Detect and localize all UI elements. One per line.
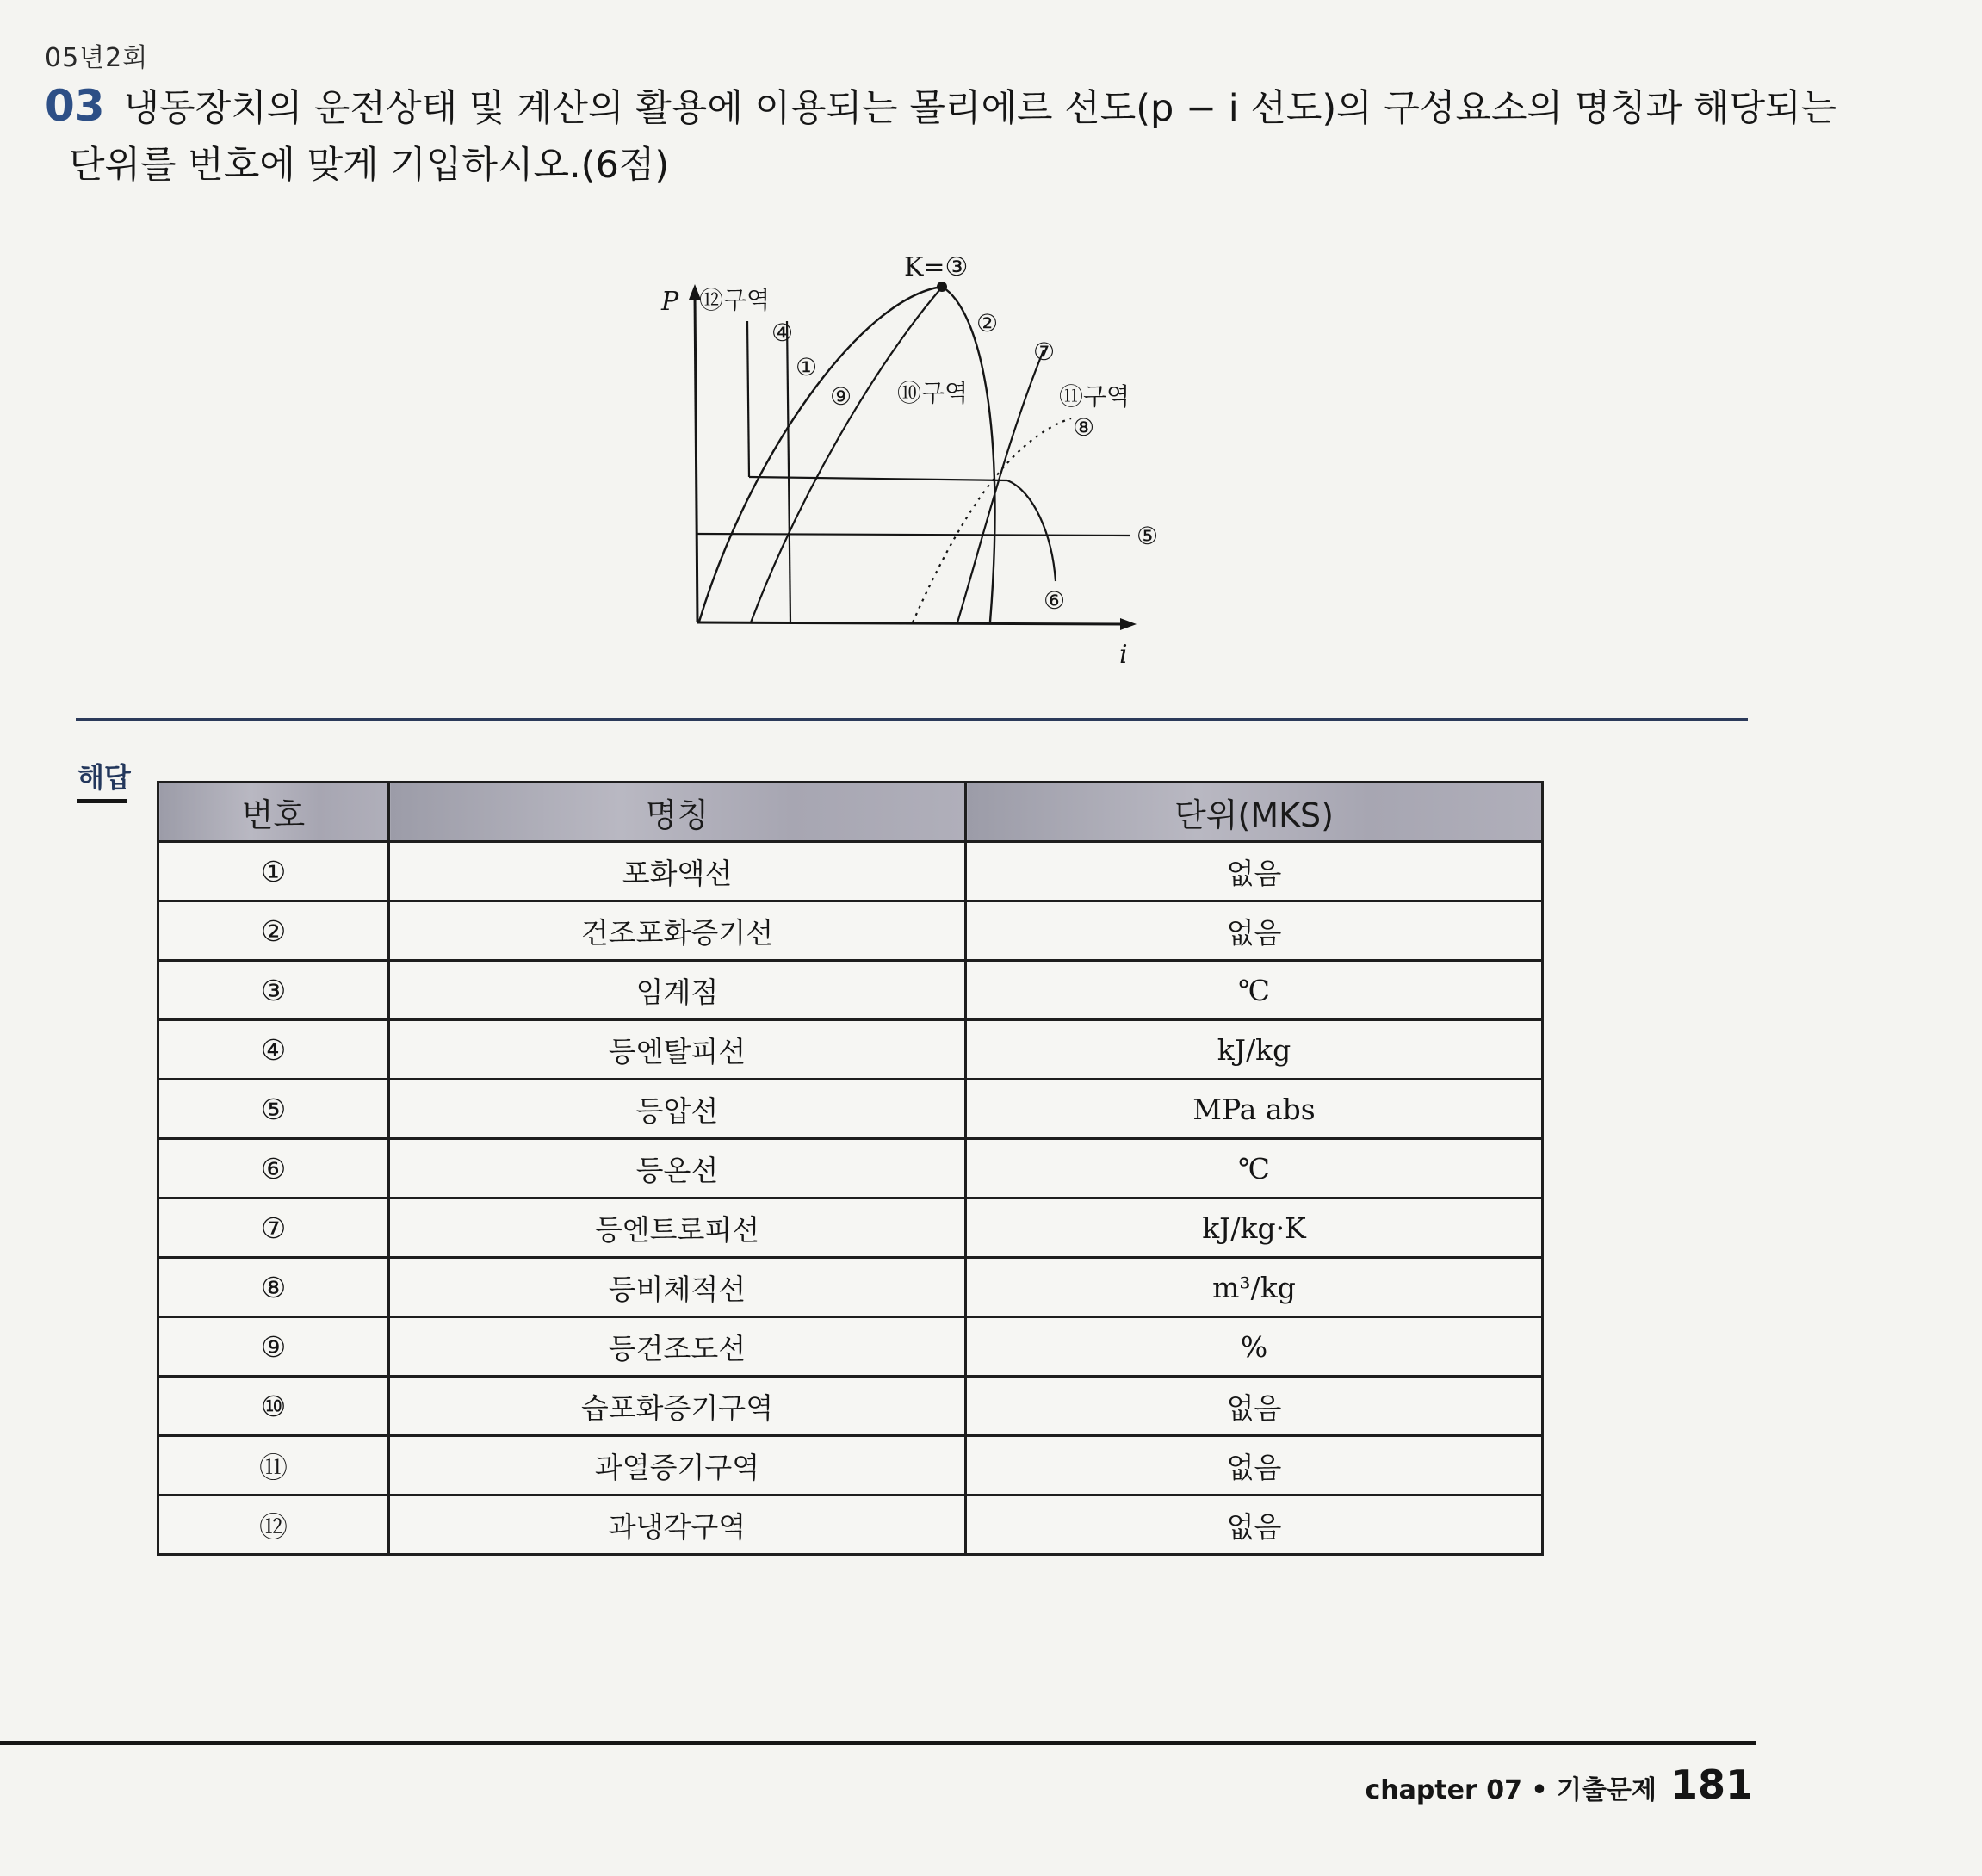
table-row <box>158 1317 1543 1377</box>
table-row <box>158 842 1543 901</box>
row-unit: 없음 <box>966 1377 1543 1436</box>
row-unit: kJ/kg <box>966 1020 1543 1080</box>
row-number: ⑥ <box>158 1139 389 1198</box>
row-number: ① <box>158 842 389 901</box>
row-name: 등엔트로피선 <box>389 1198 966 1258</box>
row-unit: ℃ <box>966 1139 1543 1198</box>
row-unit: kJ/kg·K <box>966 1198 1543 1258</box>
row-number: ④ <box>158 1020 389 1080</box>
row-number: ③ <box>158 961 389 1020</box>
zone-11-label: ⑪구역 <box>1059 382 1130 411</box>
question-line-2: 단위를 번호에 맞게 기입하시오.(6점) <box>69 144 670 187</box>
exam-tag: 05년2회 <box>45 43 149 73</box>
table-row <box>158 1020 1543 1080</box>
table-row <box>158 1080 1543 1139</box>
label-7: ⑦ <box>1033 337 1056 366</box>
table-row <box>158 1436 1543 1495</box>
row-number: ② <box>158 901 389 961</box>
label-1: ① <box>796 353 818 381</box>
footer-rule <box>0 1741 1756 1745</box>
label-6: ⑥ <box>1044 586 1066 615</box>
row-number: ⑤ <box>158 1080 389 1139</box>
table-row <box>158 1139 1543 1198</box>
x-axis <box>697 622 1124 624</box>
footer <box>1365 1761 1753 1808</box>
row-unit: 없음 <box>966 1495 1543 1555</box>
row-name: 등비체적선 <box>389 1258 966 1317</box>
row-name: 건조포화증기선 <box>389 901 966 961</box>
constant-enthalpy-line <box>787 321 790 622</box>
row-number: ⑫ <box>158 1495 389 1555</box>
isotherm-superheated <box>1007 480 1056 581</box>
row-name: 등압선 <box>389 1080 966 1139</box>
x-axis-label: i <box>1119 640 1128 670</box>
subcooled-isotherm-vertical <box>747 321 749 477</box>
row-unit: 없음 <box>966 1436 1543 1495</box>
row-name: 습포화증기구역 <box>389 1377 966 1436</box>
header-unit: 단위(MKS) <box>966 783 1543 842</box>
row-name: 등온선 <box>389 1139 966 1198</box>
label-2: ② <box>976 309 999 337</box>
footer-chapter: chapter 07 • 기출문제 <box>1365 1775 1657 1805</box>
row-name: 등건조도선 <box>389 1317 966 1377</box>
x-axis-arrow <box>1120 618 1137 630</box>
label-9: ⑨ <box>830 382 852 411</box>
row-number: ⑪ <box>158 1436 389 1495</box>
question-number: 03 <box>45 81 105 131</box>
page-number: 181 <box>1669 1761 1753 1808</box>
saturated-liquid-line <box>699 287 942 622</box>
table-row <box>158 1495 1543 1555</box>
question-line-1 <box>45 79 1836 132</box>
table-header-row <box>158 783 1543 842</box>
answer-table <box>157 781 1544 1556</box>
row-unit: % <box>966 1317 1543 1377</box>
p-i-diagram <box>603 232 1205 680</box>
row-number: ⑩ <box>158 1377 389 1436</box>
label-5: ⑤ <box>1137 522 1159 550</box>
label-4: ④ <box>771 319 794 347</box>
row-unit: ℃ <box>966 961 1543 1020</box>
row-number: ⑧ <box>158 1258 389 1317</box>
row-number: ⑨ <box>158 1317 389 1377</box>
table-row <box>158 961 1543 1020</box>
row-unit: MPa abs <box>966 1080 1543 1139</box>
header-name: 명칭 <box>389 783 966 842</box>
y-axis-label: P <box>661 287 679 317</box>
answer-label-underline <box>77 799 127 803</box>
critical-point-label: K=③ <box>904 252 969 282</box>
row-number: ⑦ <box>158 1198 389 1258</box>
row-name: 포화액선 <box>389 842 966 901</box>
answer-label: 해답 <box>77 761 131 794</box>
question-text-1: 냉동장치의 운전상태 및 계산의 활용에 이용되는 몰리에르 선도(p − i 선도)의 구성요소의 명칭과 해당되는 <box>123 87 1837 130</box>
constant-entropy-line <box>957 350 1044 622</box>
section-divider <box>76 718 1748 721</box>
y-axis <box>695 294 697 622</box>
table-row <box>158 1377 1543 1436</box>
label-8: ⑧ <box>1073 413 1095 442</box>
constant-pressure-line <box>696 534 1130 536</box>
header-number: 번호 <box>158 783 389 842</box>
zone-10-label: ⑩구역 <box>897 379 969 407</box>
table-row <box>158 901 1543 961</box>
row-unit: m³/kg <box>966 1258 1543 1317</box>
row-unit: 없음 <box>966 842 1543 901</box>
row-name: 과열증기구역 <box>389 1436 966 1495</box>
row-unit: 없음 <box>966 901 1543 961</box>
row-name: 등엔탈피선 <box>389 1020 966 1080</box>
row-name: 과냉각구역 <box>389 1495 966 1555</box>
row-name: 임계점 <box>389 961 966 1020</box>
table-row <box>158 1258 1543 1317</box>
zone-12-label: ⑫구역 <box>699 286 771 314</box>
table-row <box>158 1198 1543 1258</box>
